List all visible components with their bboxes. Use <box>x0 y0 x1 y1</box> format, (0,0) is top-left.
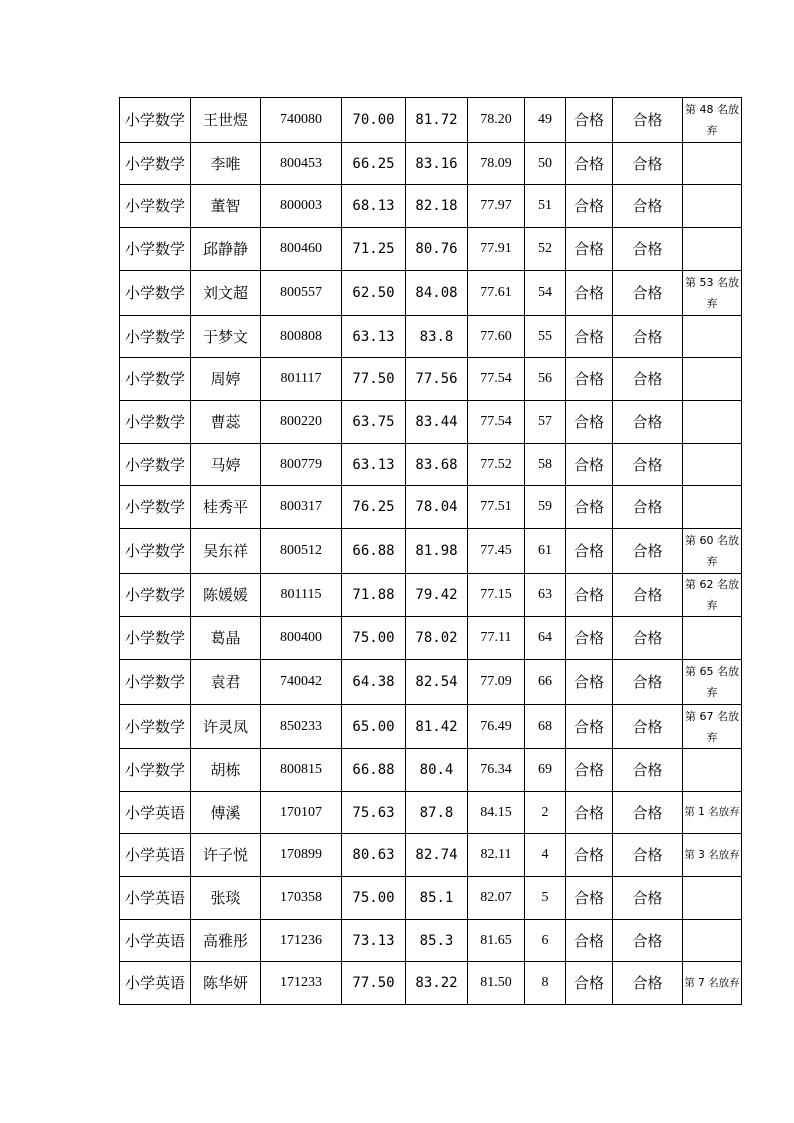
subject-cell: 小学数学 <box>120 98 191 143</box>
physical-exam-cell: 合格 <box>566 358 613 401</box>
rank-cell: 69 <box>525 749 566 792</box>
note-cell: 第 7 名放弃 <box>683 962 742 1005</box>
rank-cell: 55 <box>525 316 566 358</box>
inspection-cell: 合格 <box>613 962 683 1005</box>
table-row <box>120 617 742 660</box>
interview-score-cell: 83.8 <box>406 316 468 358</box>
inspection-cell: 合格 <box>613 749 683 792</box>
interview-score-cell: 79.42 <box>406 574 468 617</box>
table-row <box>120 749 742 792</box>
rank-cell: 50 <box>525 143 566 185</box>
note-cell: 第 53 名放弃 <box>683 271 742 316</box>
subject-cell: 小学数学 <box>120 316 191 358</box>
exam-id-cell: 171236 <box>261 920 342 962</box>
note-cell: 第 48 名放弃 <box>683 98 742 143</box>
name-cell: 陈媛媛 <box>191 574 261 617</box>
interview-score-cell: 78.02 <box>406 617 468 660</box>
inspection-cell: 合格 <box>613 877 683 920</box>
written-score-cell: 66.25 <box>342 143 406 185</box>
physical-exam-cell: 合格 <box>566 185 613 228</box>
subject-cell: 小学数学 <box>120 749 191 792</box>
note-cell <box>683 401 742 444</box>
written-score-cell: 64.38 <box>342 660 406 705</box>
subject-cell: 小学数学 <box>120 358 191 401</box>
inspection-cell: 合格 <box>613 834 683 877</box>
name-cell: 高雅彤 <box>191 920 261 962</box>
subject-cell: 小学英语 <box>120 792 191 834</box>
physical-exam-cell: 合格 <box>566 617 613 660</box>
physical-exam-cell: 合格 <box>566 792 613 834</box>
physical-exam-cell: 合格 <box>566 834 613 877</box>
interview-score-cell: 84.08 <box>406 271 468 316</box>
rank-cell: 56 <box>525 358 566 401</box>
exam-id-cell: 800779 <box>261 444 342 486</box>
physical-exam-cell: 合格 <box>566 749 613 792</box>
note-cell <box>683 617 742 660</box>
total-score-cell: 81.50 <box>468 962 525 1005</box>
name-cell: 胡栋 <box>191 749 261 792</box>
table-row <box>120 877 742 920</box>
inspection-cell: 合格 <box>613 228 683 271</box>
table-row <box>120 358 742 401</box>
subject-cell: 小学数学 <box>120 444 191 486</box>
total-score-cell: 82.11 <box>468 834 525 877</box>
physical-exam-cell: 合格 <box>566 98 613 143</box>
written-score-cell: 62.50 <box>342 271 406 316</box>
name-cell: 袁君 <box>191 660 261 705</box>
inspection-cell: 合格 <box>613 920 683 962</box>
total-score-cell: 77.61 <box>468 271 525 316</box>
total-score-cell: 77.51 <box>468 486 525 529</box>
table-row <box>120 444 742 486</box>
inspection-cell: 合格 <box>613 705 683 749</box>
physical-exam-cell: 合格 <box>566 271 613 316</box>
written-score-cell: 77.50 <box>342 962 406 1005</box>
written-score-cell: 63.13 <box>342 444 406 486</box>
table-row <box>120 98 742 143</box>
rank-cell: 2 <box>525 792 566 834</box>
total-score-cell: 77.54 <box>468 358 525 401</box>
note-cell: 第 65 名放弃 <box>683 660 742 705</box>
exam-id-cell: 170107 <box>261 792 342 834</box>
note-cell <box>683 316 742 358</box>
exam-id-cell: 170899 <box>261 834 342 877</box>
inspection-cell: 合格 <box>613 444 683 486</box>
interview-score-cell: 80.4 <box>406 749 468 792</box>
exam-id-cell: 740042 <box>261 660 342 705</box>
total-score-cell: 77.52 <box>468 444 525 486</box>
interview-score-cell: 78.04 <box>406 486 468 529</box>
name-cell: 傅溪 <box>191 792 261 834</box>
table-row <box>120 316 742 358</box>
table-body <box>120 98 742 1005</box>
subject-cell: 小学数学 <box>120 271 191 316</box>
table-row <box>120 705 742 749</box>
rank-cell: 59 <box>525 486 566 529</box>
subject-cell: 小学英语 <box>120 920 191 962</box>
name-cell: 许灵凤 <box>191 705 261 749</box>
note-cell: 第 3 名放弃 <box>683 834 742 877</box>
name-cell: 董智 <box>191 185 261 228</box>
subject-cell: 小学数学 <box>120 228 191 271</box>
written-score-cell: 63.75 <box>342 401 406 444</box>
rank-cell: 6 <box>525 920 566 962</box>
interview-score-cell: 81.72 <box>406 98 468 143</box>
name-cell: 周婷 <box>191 358 261 401</box>
total-score-cell: 77.54 <box>468 401 525 444</box>
note-cell: 第 60 名放弃 <box>683 529 742 574</box>
total-score-cell: 77.60 <box>468 316 525 358</box>
inspection-cell: 合格 <box>613 792 683 834</box>
table-row <box>120 920 742 962</box>
physical-exam-cell: 合格 <box>566 920 613 962</box>
inspection-cell: 合格 <box>613 143 683 185</box>
exam-id-cell: 801117 <box>261 358 342 401</box>
subject-cell: 小学数学 <box>120 705 191 749</box>
written-score-cell: 63.13 <box>342 316 406 358</box>
interview-score-cell: 77.56 <box>406 358 468 401</box>
inspection-cell: 合格 <box>613 617 683 660</box>
rank-cell: 54 <box>525 271 566 316</box>
rank-cell: 63 <box>525 574 566 617</box>
note-cell <box>683 185 742 228</box>
note-cell <box>683 920 742 962</box>
written-score-cell: 76.25 <box>342 486 406 529</box>
results-table <box>119 97 742 1005</box>
note-cell <box>683 358 742 401</box>
written-score-cell: 71.88 <box>342 574 406 617</box>
total-score-cell: 76.49 <box>468 705 525 749</box>
written-score-cell: 68.13 <box>342 185 406 228</box>
exam-id-cell: 800220 <box>261 401 342 444</box>
physical-exam-cell: 合格 <box>566 316 613 358</box>
written-score-cell: 66.88 <box>342 529 406 574</box>
written-score-cell: 66.88 <box>342 749 406 792</box>
total-score-cell: 77.45 <box>468 529 525 574</box>
total-score-cell: 78.09 <box>468 143 525 185</box>
table-row <box>120 660 742 705</box>
rank-cell: 8 <box>525 962 566 1005</box>
exam-id-cell: 800460 <box>261 228 342 271</box>
note-cell <box>683 444 742 486</box>
rank-cell: 61 <box>525 529 566 574</box>
total-score-cell: 78.20 <box>468 98 525 143</box>
interview-score-cell: 83.44 <box>406 401 468 444</box>
total-score-cell: 77.91 <box>468 228 525 271</box>
note-cell: 第 62 名放弃 <box>683 574 742 617</box>
rank-cell: 68 <box>525 705 566 749</box>
total-score-cell: 84.15 <box>468 792 525 834</box>
exam-id-cell: 800512 <box>261 529 342 574</box>
total-score-cell: 77.97 <box>468 185 525 228</box>
table-row <box>120 962 742 1005</box>
inspection-cell: 合格 <box>613 529 683 574</box>
name-cell: 曹蕊 <box>191 401 261 444</box>
subject-cell: 小学数学 <box>120 185 191 228</box>
note-cell <box>683 228 742 271</box>
name-cell: 桂秀平 <box>191 486 261 529</box>
exam-id-cell: 800400 <box>261 617 342 660</box>
rank-cell: 51 <box>525 185 566 228</box>
rank-cell: 49 <box>525 98 566 143</box>
written-score-cell: 75.00 <box>342 617 406 660</box>
exam-id-cell: 800453 <box>261 143 342 185</box>
subject-cell: 小学数学 <box>120 574 191 617</box>
interview-score-cell: 85.1 <box>406 877 468 920</box>
rank-cell: 5 <box>525 877 566 920</box>
name-cell: 张琰 <box>191 877 261 920</box>
interview-score-cell: 83.68 <box>406 444 468 486</box>
written-score-cell: 73.13 <box>342 920 406 962</box>
physical-exam-cell: 合格 <box>566 486 613 529</box>
interview-score-cell: 80.76 <box>406 228 468 271</box>
exam-id-cell: 171233 <box>261 962 342 1005</box>
note-cell: 第 67 名放弃 <box>683 705 742 749</box>
exam-id-cell: 801115 <box>261 574 342 617</box>
physical-exam-cell: 合格 <box>566 401 613 444</box>
interview-score-cell: 81.42 <box>406 705 468 749</box>
exam-id-cell: 740080 <box>261 98 342 143</box>
note-cell <box>683 877 742 920</box>
written-score-cell: 65.00 <box>342 705 406 749</box>
subject-cell: 小学数学 <box>120 660 191 705</box>
rank-cell: 64 <box>525 617 566 660</box>
interview-score-cell: 82.54 <box>406 660 468 705</box>
written-score-cell: 71.25 <box>342 228 406 271</box>
exam-id-cell: 800557 <box>261 271 342 316</box>
table-row <box>120 792 742 834</box>
exam-id-cell: 850233 <box>261 705 342 749</box>
total-score-cell: 77.11 <box>468 617 525 660</box>
inspection-cell: 合格 <box>613 185 683 228</box>
rank-cell: 52 <box>525 228 566 271</box>
table-row <box>120 185 742 228</box>
rank-cell: 57 <box>525 401 566 444</box>
written-score-cell: 70.00 <box>342 98 406 143</box>
inspection-cell: 合格 <box>613 98 683 143</box>
note-cell: 第 1 名放弃 <box>683 792 742 834</box>
name-cell: 马婷 <box>191 444 261 486</box>
name-cell: 王世煜 <box>191 98 261 143</box>
written-score-cell: 75.00 <box>342 877 406 920</box>
name-cell: 许子悦 <box>191 834 261 877</box>
name-cell: 刘文超 <box>191 271 261 316</box>
total-score-cell: 81.65 <box>468 920 525 962</box>
subject-cell: 小学数学 <box>120 401 191 444</box>
interview-score-cell: 87.8 <box>406 792 468 834</box>
physical-exam-cell: 合格 <box>566 529 613 574</box>
rank-cell: 58 <box>525 444 566 486</box>
exam-id-cell: 800317 <box>261 486 342 529</box>
rank-cell: 4 <box>525 834 566 877</box>
total-score-cell: 82.07 <box>468 877 525 920</box>
written-score-cell: 77.50 <box>342 358 406 401</box>
table-row <box>120 486 742 529</box>
note-cell <box>683 749 742 792</box>
exam-id-cell: 170358 <box>261 877 342 920</box>
subject-cell: 小学数学 <box>120 529 191 574</box>
table-row <box>120 401 742 444</box>
inspection-cell: 合格 <box>613 486 683 529</box>
subject-cell: 小学英语 <box>120 834 191 877</box>
exam-id-cell: 800003 <box>261 185 342 228</box>
total-score-cell: 77.09 <box>468 660 525 705</box>
physical-exam-cell: 合格 <box>566 228 613 271</box>
name-cell: 于梦文 <box>191 316 261 358</box>
note-cell <box>683 143 742 185</box>
subject-cell: 小学数学 <box>120 617 191 660</box>
inspection-cell: 合格 <box>613 316 683 358</box>
exam-id-cell: 800815 <box>261 749 342 792</box>
subject-cell: 小学数学 <box>120 486 191 529</box>
physical-exam-cell: 合格 <box>566 877 613 920</box>
subject-cell: 小学数学 <box>120 143 191 185</box>
inspection-cell: 合格 <box>613 660 683 705</box>
name-cell: 李唯 <box>191 143 261 185</box>
written-score-cell: 80.63 <box>342 834 406 877</box>
table-row <box>120 574 742 617</box>
name-cell: 邱静静 <box>191 228 261 271</box>
physical-exam-cell: 合格 <box>566 962 613 1005</box>
exam-id-cell: 800808 <box>261 316 342 358</box>
inspection-cell: 合格 <box>613 401 683 444</box>
written-score-cell: 75.63 <box>342 792 406 834</box>
name-cell: 吴东祥 <box>191 529 261 574</box>
inspection-cell: 合格 <box>613 574 683 617</box>
physical-exam-cell: 合格 <box>566 705 613 749</box>
note-cell <box>683 486 742 529</box>
physical-exam-cell: 合格 <box>566 444 613 486</box>
interview-score-cell: 83.16 <box>406 143 468 185</box>
name-cell: 葛晶 <box>191 617 261 660</box>
table-row <box>120 271 742 316</box>
total-score-cell: 76.34 <box>468 749 525 792</box>
physical-exam-cell: 合格 <box>566 574 613 617</box>
subject-cell: 小学英语 <box>120 877 191 920</box>
interview-score-cell: 83.22 <box>406 962 468 1005</box>
physical-exam-cell: 合格 <box>566 143 613 185</box>
table-row <box>120 143 742 185</box>
inspection-cell: 合格 <box>613 358 683 401</box>
interview-score-cell: 82.74 <box>406 834 468 877</box>
interview-score-cell: 85.3 <box>406 920 468 962</box>
physical-exam-cell: 合格 <box>566 660 613 705</box>
name-cell: 陈华妍 <box>191 962 261 1005</box>
total-score-cell: 77.15 <box>468 574 525 617</box>
table-row <box>120 228 742 271</box>
inspection-cell: 合格 <box>613 271 683 316</box>
table-row <box>120 834 742 877</box>
table-row <box>120 529 742 574</box>
subject-cell: 小学英语 <box>120 962 191 1005</box>
interview-score-cell: 81.98 <box>406 529 468 574</box>
interview-score-cell: 82.18 <box>406 185 468 228</box>
rank-cell: 66 <box>525 660 566 705</box>
